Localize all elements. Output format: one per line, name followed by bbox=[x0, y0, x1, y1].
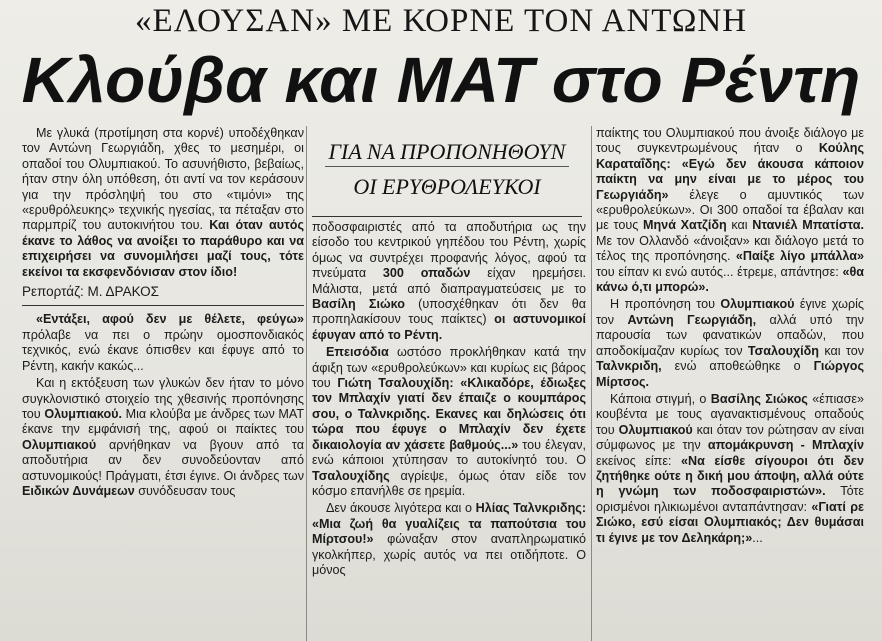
paragraph-text: Μια κλούβα με άνδρες των ΜΑΤ έκανε την εμφάνισή της, αφού οι παίκτες του bbox=[22, 406, 305, 437]
bold-text: Μηνά Χατζίδη bbox=[643, 218, 727, 233]
paragraph-text: ωστόσο προκλήθηκαν κατά την άφιξη των «ερυθρολεύκων» και κυρίως εις βάρος του bbox=[312, 345, 586, 391]
quote-bold: «Εντάξει, αφού δεν με θέλετε, φεύγω» bbox=[36, 312, 304, 327]
bold-text: Τσαλουχίδης bbox=[312, 468, 390, 483]
paragraph-2 bbox=[312, 345, 586, 499]
paragraph-text: έλεγε ο αμυντικός των «ερυθρολεύκων». Οι 300 οπαδοί τα έβαλαν και με τους bbox=[596, 187, 864, 233]
bold-text: 300 οπαδών bbox=[382, 266, 471, 281]
paragraph-1 bbox=[596, 126, 864, 295]
column-divider-right bbox=[591, 126, 592, 641]
bold-text: Ολυμπιακού bbox=[720, 297, 795, 312]
bold-text: Ολυμπιακού bbox=[618, 422, 693, 437]
paragraph-text: και bbox=[726, 218, 753, 233]
bold-text: Βασίλης Σιώκος bbox=[710, 391, 808, 406]
bold-text: Τσαλουχίδη bbox=[747, 343, 819, 358]
paragraph-text: φώναξαν στον αναπληρωματικό γκολκήπερ, χωρίς αυτός να πει οτιδήποτε. Ο μόνος bbox=[312, 532, 586, 577]
bold-text: Γιώργος Μίρτσος. bbox=[596, 359, 864, 389]
bold-text: Ηλίας Ταλνκριδης: «Μια ζωή θα γυαλίζεις τα παπούτσια του Μίρτσου!» bbox=[312, 501, 587, 547]
paragraph-text: «έπιασε» κουβέντα με τους αγανακτισμένους οπαδούς του bbox=[596, 391, 864, 437]
paragraph-text: αγρίεψε, όμως όταν είδε τον κόσμο επανήλθε σε ηρεμία. bbox=[312, 468, 586, 498]
paragraph-text: συνόδευσαν τους bbox=[134, 483, 236, 498]
article-column-2 bbox=[312, 220, 586, 580]
subheadline-box bbox=[312, 128, 582, 217]
paragraph-text: εκείνος είπε: bbox=[596, 453, 681, 468]
bold-text: Επεισόδια bbox=[326, 345, 389, 360]
paragraph-3 bbox=[22, 376, 304, 499]
paragraph-2 bbox=[596, 297, 864, 389]
paragraph-text: αρνήθηκαν να βγουν από τα αποδυτήρια αν δεν συνοδεύονταν από αστυνομικούς! Πράγματι, έτσι έγινε. Οι άνδρες των bbox=[22, 437, 304, 483]
section-rule bbox=[22, 305, 304, 306]
bold-text: Ειδικών Δυνάμεων bbox=[22, 483, 135, 498]
paragraph-text: ενώ αποθεώθηκε ο bbox=[661, 359, 814, 374]
bold-text: οι αστυνομικοί έφυγαν από το Ρέντη. bbox=[312, 312, 586, 342]
bold-text: «Να είσθε σίγουροι ότι δεν ζητήθηκε ούτε η δική μου άποψη, αλλά ούτε η γνώμη των ποδοσφαιριστών». bbox=[596, 453, 864, 499]
bold-text: Ολυμπιακού bbox=[22, 437, 97, 452]
bold-text: «θα κάνω ό,τι μπορώ». bbox=[596, 264, 864, 295]
bold-text: Ντανιέλ Μπατίστα. bbox=[752, 218, 864, 233]
paragraph-text: είχαν ηρεμήσει. Μάλιστα, μετά από διαπραγματεύσεις με το bbox=[312, 266, 586, 296]
subheadline-line-1: ΓΙΑ ΝΑ ΠΡΟΠΟΝΗΘΟΥΝ bbox=[325, 138, 570, 167]
paragraph-3 bbox=[312, 501, 586, 578]
paragraph-text: Δεν άκουσε λιγότερα και ο bbox=[326, 501, 476, 516]
paragraph-text: πρόλαβε να πει ο πρώην ομοσπονδιακός τεχνικός, ενώ έκανε όπισθεν και έφυγε από το Ρέντη, κακήν κακώς... bbox=[22, 327, 304, 373]
paragraph-text: του είπαν κι ενώ αυτός... έτρεμε, απάντησε: bbox=[596, 264, 843, 279]
bold-text: απομάκρυνση - Μπλαχίν bbox=[707, 438, 864, 453]
paragraph-text: Η προπόνηση του bbox=[610, 297, 721, 312]
paragraph-text: ποδοσφαιριστές από τα αποδυτήρια ως την είσοδο του κεντρικού γηπέδου του Ρέντη, χωρίς όμως να συντρέχει προφανής λόγος, αφού τα πνεύματα bbox=[312, 220, 586, 281]
paragraph-text: Με τον Ολλανδό «άνοιξαν» και διάλογο μετά το τέλος της προπόνησης. bbox=[596, 233, 864, 264]
paragraph-text: Τότε ορισμένοι ηλικιωμένοι ανταπάντησαν: bbox=[596, 484, 864, 514]
bold-text: Ταλνκριδη, bbox=[596, 359, 662, 374]
paragraph-text: έγινε χωρίς τον bbox=[596, 297, 864, 327]
paragraph-text: και τον bbox=[818, 343, 864, 358]
article-column-1 bbox=[22, 126, 304, 501]
lead-text: Με γλυκά (προτίμηση στα κορνέ) υποδέχθηκαν τον Αντώνη Γεωργιάδη, χθες το μεσημέρι, οι οπαδοί του Ολυμπιακού. Το ασυνήθιστο, βεβαίως, ήταν στην όλη υπόθεση, ότι αντί να τον κεράσουν για την πρόσληψή του στο «τιμόνι» της «ερυθρόλευκης» τεχνικής ηγεσίας, τα πέταξαν στο παρμπρίζ του αυτοκινήτου του. bbox=[22, 126, 304, 233]
paragraph-2 bbox=[22, 312, 304, 374]
article-column-3 bbox=[596, 126, 864, 548]
lead-bold-text: Και όταν αυτός έκανε το λάθος να ανοίξει το παράθυρο και να επιχειρήσει να συνομιλήσει μαζί τους, τότε εκείνοι τα εκσφενδόνισαν στον ίδιο! bbox=[22, 218, 304, 279]
paragraph-text: ... bbox=[752, 530, 763, 545]
paragraph-text: του έλεγαν, ενώ κάποιοι χτύπησαν το αυτοκίνητό του. Ο bbox=[312, 437, 586, 468]
paragraph-3 bbox=[596, 392, 864, 546]
subheadline-line-2: ΟΙ ΕΡΥΘΡΟΛΕΥΚΟΙ bbox=[353, 174, 541, 199]
bold-text: Κούλης Καραταΐδης: «Εγώ δεν άκουσα κάποιον παίκτη να μην είναι με το μέρος του Γεωργιάδη» bbox=[596, 141, 864, 202]
paragraph-1 bbox=[312, 220, 586, 343]
paragraph-text: αλλά υπό την παρουσία των φανατικών οπαδών, που αποδοκίμαζαν κυρίως τον bbox=[596, 312, 864, 358]
paragraph-text: Και η εκτόξευση των γλυκών δεν ήταν το μόνο συγκλονιστικό στοιχείο της χθεσινής προπόνησης του bbox=[22, 376, 304, 421]
bold-text: Αντώνη Γεωργιάδη, bbox=[627, 312, 757, 327]
paragraph-text: και όταν τον ρώτησαν αν είναι σύμφωνος με την bbox=[596, 422, 864, 453]
bold-text: «Γιατί ρε Σιώκο, εσύ είσαι Ολυμπιακός; Δεν θυμάσαι τι έγινε με τον Δεληκάρη;» bbox=[596, 499, 864, 545]
kicker-headline: «ΕΛΟΥΣΑΝ» ΜΕ ΚΟΡΝΕ ΤΟΝ ΑΝΤΩΝΗ bbox=[134, 3, 748, 39]
bold-text: Ολυμπιακού. bbox=[44, 406, 122, 421]
main-headline: Κλούβα και ΜΑΤ στο Ρέντη bbox=[21, 44, 861, 116]
bold-text: Γιώτη Τσαλουχίδη: «Κλικαδόρε, έδιωξες τον Μπλαχίν γιατί δεν έπαιζε ο κουμπάρος σου, ο Ταλνκριδης. Εκανες και δηλώσεις ότι τώρα που έφυγε ο Μπλαχίν δεν έχετε δικαιολογία αν χάσετε βαθμούς...» bbox=[312, 376, 586, 452]
column-divider-left bbox=[306, 126, 307, 641]
bold-text: Βασίλη Σιώκο bbox=[312, 297, 405, 312]
paragraph-text: (υποσχέθηκαν ότι δεν θα προπηλακίσουν τους παίκτες) bbox=[312, 297, 587, 327]
lead-paragraph bbox=[22, 126, 304, 280]
paragraph-text: Κάποια στιγμή, ο bbox=[610, 391, 711, 406]
byline: Ρεπορτάζ: Μ. ΔΡΑΚΟΣ bbox=[22, 284, 160, 300]
bold-text: «Παίξε λίγο μπάλλα» bbox=[735, 249, 864, 264]
paragraph-text: παίκτης του Ολυμπιακού που άνοιξε διάλογο με τους συγκεντρωμένους ήταν ο bbox=[596, 126, 864, 156]
